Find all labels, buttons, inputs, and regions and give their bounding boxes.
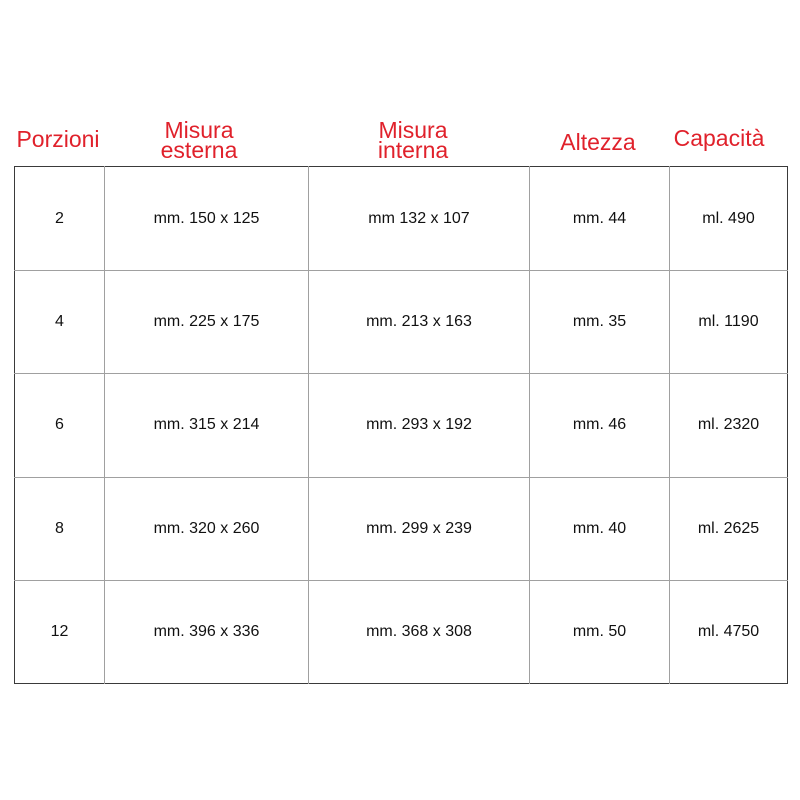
cell-altezza: mm. 46 — [530, 374, 670, 477]
header-capacita — [668, 125, 770, 151]
table-row — [15, 580, 788, 683]
header-misura-esterna — [148, 117, 250, 163]
cell-misura-esterna: mm. 150 x 125 — [105, 167, 309, 271]
cell-porzioni: 4 — [15, 271, 105, 374]
header-altezza — [552, 129, 644, 155]
header-misura-interna-line2: interna — [377, 137, 449, 163]
cell-misura-interna: mm. 293 x 192 — [309, 374, 530, 477]
cell-misura-interna: mm. 368 x 308 — [309, 580, 530, 683]
sizes-table — [14, 166, 788, 684]
cell-capacita: ml. 2320 — [670, 374, 788, 477]
table-row — [15, 477, 788, 580]
cell-misura-esterna: mm. 315 x 214 — [105, 374, 309, 477]
header-capacita-label: Capacità — [673, 125, 765, 151]
table-row — [15, 271, 788, 374]
cell-altezza: mm. 35 — [530, 271, 670, 374]
header-misura-esterna-line1: Misura — [164, 117, 234, 143]
cell-altezza: mm. 40 — [530, 477, 670, 580]
header-altezza-label: Altezza — [560, 129, 636, 155]
table-row — [15, 374, 788, 477]
header-misura-esterna-line2: esterna — [160, 137, 238, 163]
cell-porzioni: 2 — [15, 167, 105, 271]
cell-misura-esterna: mm. 320 x 260 — [105, 477, 309, 580]
cell-capacita: ml. 1190 — [670, 271, 788, 374]
cell-porzioni: 8 — [15, 477, 105, 580]
cell-capacita: ml. 4750 — [670, 580, 788, 683]
cell-porzioni: 6 — [15, 374, 105, 477]
cell-altezza: mm. 50 — [530, 580, 670, 683]
table-row — [15, 167, 788, 271]
cell-capacita: ml. 490 — [670, 167, 788, 271]
header-misura-interna — [362, 117, 464, 163]
header-misura-interna-line1: Misura — [378, 117, 448, 143]
cell-misura-esterna: mm. 225 x 175 — [105, 271, 309, 374]
header-porzioni-label: Porzioni — [16, 126, 100, 152]
cell-capacita: ml. 2625 — [670, 477, 788, 580]
cell-altezza: mm. 44 — [530, 167, 670, 271]
cell-misura-interna: mm. 213 x 163 — [309, 271, 530, 374]
cell-porzioni: 12 — [15, 580, 105, 683]
cell-misura-interna: mm 132 x 107 — [309, 167, 530, 271]
cell-misura-esterna: mm. 396 x 336 — [105, 580, 309, 683]
cell-misura-interna: mm. 299 x 239 — [309, 477, 530, 580]
header-porzioni — [8, 126, 108, 152]
